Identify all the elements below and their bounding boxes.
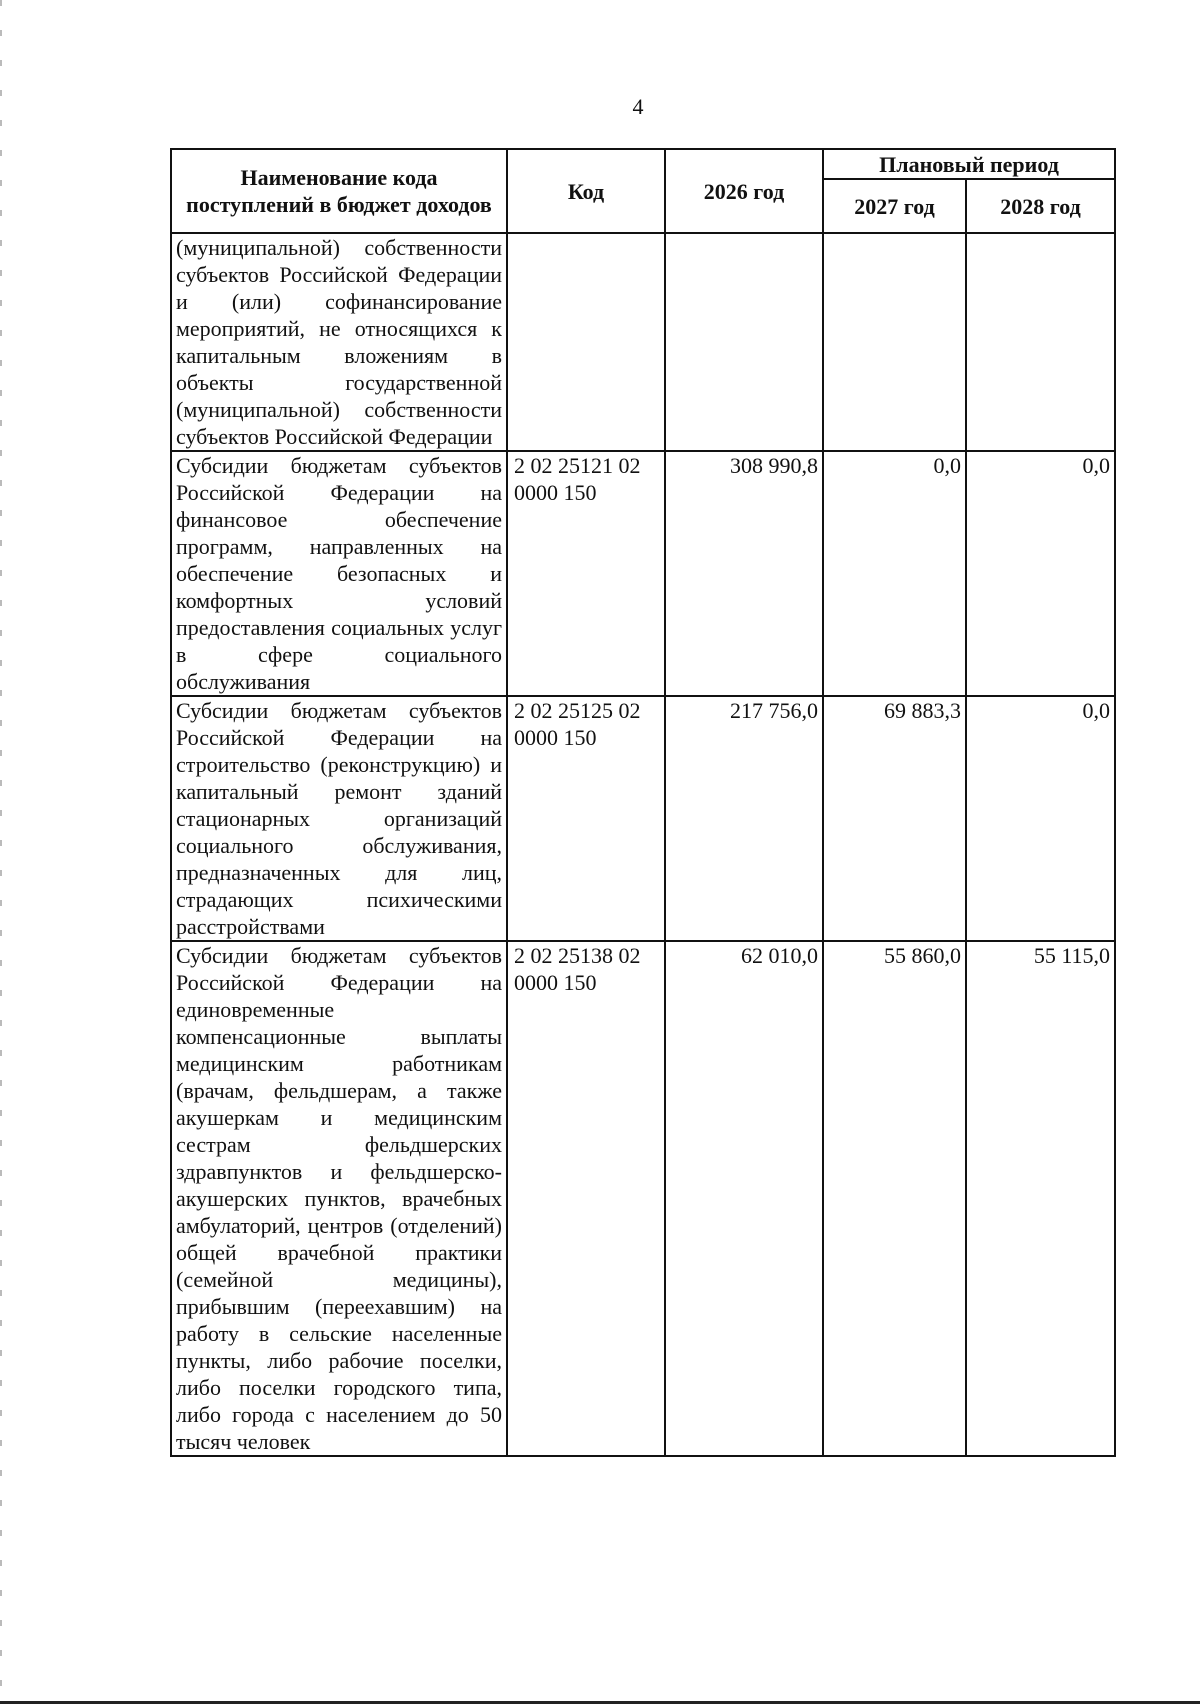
row-name: Субсидии бюджетам субъектов Российской Федерации на строительство (реконструкцию) и капитальный ремонт зданий стационарных организаций социального обслуживания, предназначенных для лиц, страдающих психическими расстройствами — [171, 696, 507, 941]
row-value-2027: 69 883,3 — [823, 696, 966, 941]
row-code-part-1: 2 02 25121 02 — [514, 453, 641, 478]
table-header — [171, 149, 1115, 233]
row-value-2028 — [966, 233, 1115, 451]
page-number: 4 — [632, 94, 644, 119]
row-value-2026: 62 010,0 — [665, 941, 823, 1456]
row-value-2027: 55 860,0 — [823, 941, 966, 1456]
header-planning-period: Плановый период — [823, 149, 1115, 179]
row-value-2026: 308 990,8 — [665, 451, 823, 696]
row-name: Субсидии бюджетам субъектов Российской Федерации на финансовое обеспечение программ, направленных на обеспечение безопасных и комфортных условий предоставления социальных услуг в сфере социального обслуживания — [171, 451, 507, 696]
row-value-2027: 0,0 — [823, 451, 966, 696]
row-value-2028: 0,0 — [966, 451, 1115, 696]
table-row — [171, 941, 1115, 1456]
row-code — [507, 451, 665, 696]
row-value-2028: 0,0 — [966, 696, 1115, 941]
header-code: Код — [507, 149, 665, 233]
row-code — [507, 696, 665, 941]
row-code-part-1: 2 02 25125 02 — [514, 698, 641, 723]
header-2026: 2026 год — [665, 149, 823, 233]
header-2028: 2028 год — [966, 179, 1115, 233]
row-code — [507, 941, 665, 1456]
header-row-1 — [171, 149, 1115, 179]
row-code-part-2: 0000 150 — [514, 480, 597, 505]
budget-revenue-table — [170, 148, 1116, 1457]
table-row — [171, 451, 1115, 696]
row-code — [507, 233, 665, 451]
row-code-part-1: 2 02 25138 02 — [514, 943, 641, 968]
header-name: Наименование кода поступлений в бюджет доходов — [171, 149, 507, 233]
row-value-2028: 55 115,0 — [966, 941, 1115, 1456]
row-value-2027 — [823, 233, 966, 451]
row-value-2026 — [665, 233, 823, 451]
row-code-part-2: 0000 150 — [514, 970, 597, 995]
budget-table-container — [170, 148, 1114, 1457]
table-row — [171, 233, 1115, 451]
row-name: Субсидии бюджетам субъектов Российской Федерации на единовременные компенсационные выплаты медицинским работникам (врачам, фельдшерам, а также акушеркам и медицинским сестрам фельдшерских здравпунктов и фельдшерско-акушерских пунктов, врачебных амбулаторий, центров (отделений) общей врачебной практики (семейной медицины), прибывшим (переехавшим) на работу в сельские населенные пункты, либо рабочие поселки, либо поселки городского типа, либо города с населением до 50 тысяч человек — [171, 941, 507, 1456]
row-code-part-2: 0000 150 — [514, 725, 597, 750]
page-edge-marks — [0, 0, 2, 1704]
row-value-2026: 217 756,0 — [665, 696, 823, 941]
row-name: (муниципальной) собственности субъектов Российской Федерации и (или) софинансирование мероприятий, не относящихся к капитальным вложениям в объекты государственной (муниципальной) собственности субъектов Российской Федерации — [171, 233, 507, 451]
table-body — [171, 233, 1115, 1456]
header-2027: 2027 год — [823, 179, 966, 233]
table-row — [171, 696, 1115, 941]
